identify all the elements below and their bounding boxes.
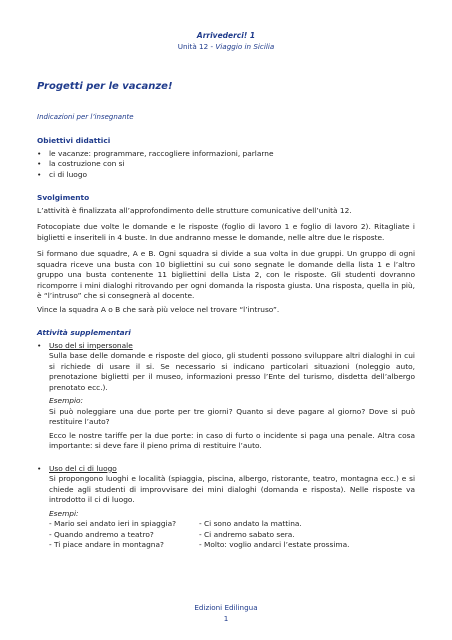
paragraph: Sulla base delle domande e risposte del gioco, gli studenti possono sviluppare altri dialoghi in cui si richiede di usare il si. Se necessario si indicano particolari situazioni (noleggio auto, prenotazione biglietti per il museo, informazioni presso l’Ente del turismo, disdetta dell’albergo prenotato ecc.). (49, 351, 415, 392)
paragraph: L’attività è finalizzata all’approfondimento delle strutture comunicative dell’unità 12. (37, 205, 352, 215)
book-title: Arrivederci! 1 (196, 31, 256, 40)
paragraph: Si formano due squadre, A e B. Ogni squadra si divide a sua volta in due gruppi. Un gruppo di ogni squadra riceve una busta con 10 bigliettini su cui sono segnate le domande della lista 1 e l’altro gruppo una busta contenente 11 bigliettini della Lista 2, con le risposte. Gli studenti dovranno ricomporre i mini dialoghi ritrovando per ogni domanda la risposta giusta. Una risposta, quella in più, è “l’intruso” che si consegnerà al docente. (37, 249, 415, 300)
doc-title: Progetti per le vacanze! (37, 81, 173, 92)
extra-activities-list (37, 341, 415, 352)
procedure-heading: Svolgimento (37, 193, 90, 202)
list-item: • la costruzione con si (37, 159, 415, 170)
example-answer: - Ci sono andato la mattina. (199, 519, 302, 528)
example-answer: - Ci andremo sabato sera. (199, 529, 295, 539)
examples-label: Esempi: (49, 508, 79, 518)
activity-label: Uso del ci di luogo (49, 463, 117, 473)
list-item (37, 464, 415, 475)
teacher-notes-label: Indicazioni per l’insegnante (37, 112, 134, 121)
paragraph: Ecco le nostre tariffe per la due porte: in caso di furto o incidente si paga una penale. Altra cosa importante: si deve fare il pieno prima di restituire l’auto. (49, 430, 415, 450)
example-answer: - Molto: voglio andarci l’estate prossima. (199, 540, 350, 549)
example-label: Esempio: (49, 396, 84, 405)
paragraph: Si può noleggiare una due porte per tre giorni? Quanto si deve pagare al giorno? Dove si può restituire l’auto? (49, 406, 415, 426)
unit-label: Unità 12 - (177, 42, 214, 51)
activity-details (37, 351, 415, 452)
example-question: - Mario sei andato ieri in spiaggia? (49, 519, 177, 528)
paragraph: Si propongono luoghi e località (spiaggia, piscina, albergo, ristorante, teatro, montagna ecc.) e si chiede agli studenti di improvvisare dei mini dialoghi (domanda e risposta). Nelle risposte va introdotto il ci di luogo. (49, 474, 415, 504)
list-item: • ci di luogo (37, 170, 415, 181)
extra-activities-list-2 (37, 464, 415, 475)
objectives-heading: Obiettivi didattici (37, 136, 111, 145)
example-question: - Quando andremo a teatro? (49, 529, 154, 539)
unit-line (0, 41, 452, 52)
document-body (37, 82, 415, 551)
page-footer (0, 602, 452, 624)
activity-label: Uso del si impersonale (49, 340, 133, 350)
activity-details (37, 474, 415, 551)
page-number: 1 (223, 614, 229, 623)
examples-table (49, 519, 415, 551)
list-item: • le vacanze: programmare, raccogliere informazioni, parlarne (37, 149, 415, 160)
list-item (37, 341, 415, 352)
unit-title: Viaggio in Sicilia (215, 42, 275, 51)
objectives-list (37, 149, 415, 181)
example-question: - Ti piace andare in montagna? (49, 540, 164, 549)
publisher: Edizioni Edilingua (194, 603, 258, 612)
page-header (0, 30, 452, 52)
paragraph: Fotocopiate due volte le domande e le risposte (foglio di lavoro 1 e foglio di lavoro 2). Ritagliate i biglietti e inseriteli in 4 buste. In due andranno messe le domande, nelle altre due le risposte. (37, 222, 415, 242)
paragraph: Vince la squadra A o B che sarà più veloce nel trovare “l’intruso”. (37, 304, 280, 314)
extra-activities-heading: Attività supplementari (37, 328, 131, 337)
